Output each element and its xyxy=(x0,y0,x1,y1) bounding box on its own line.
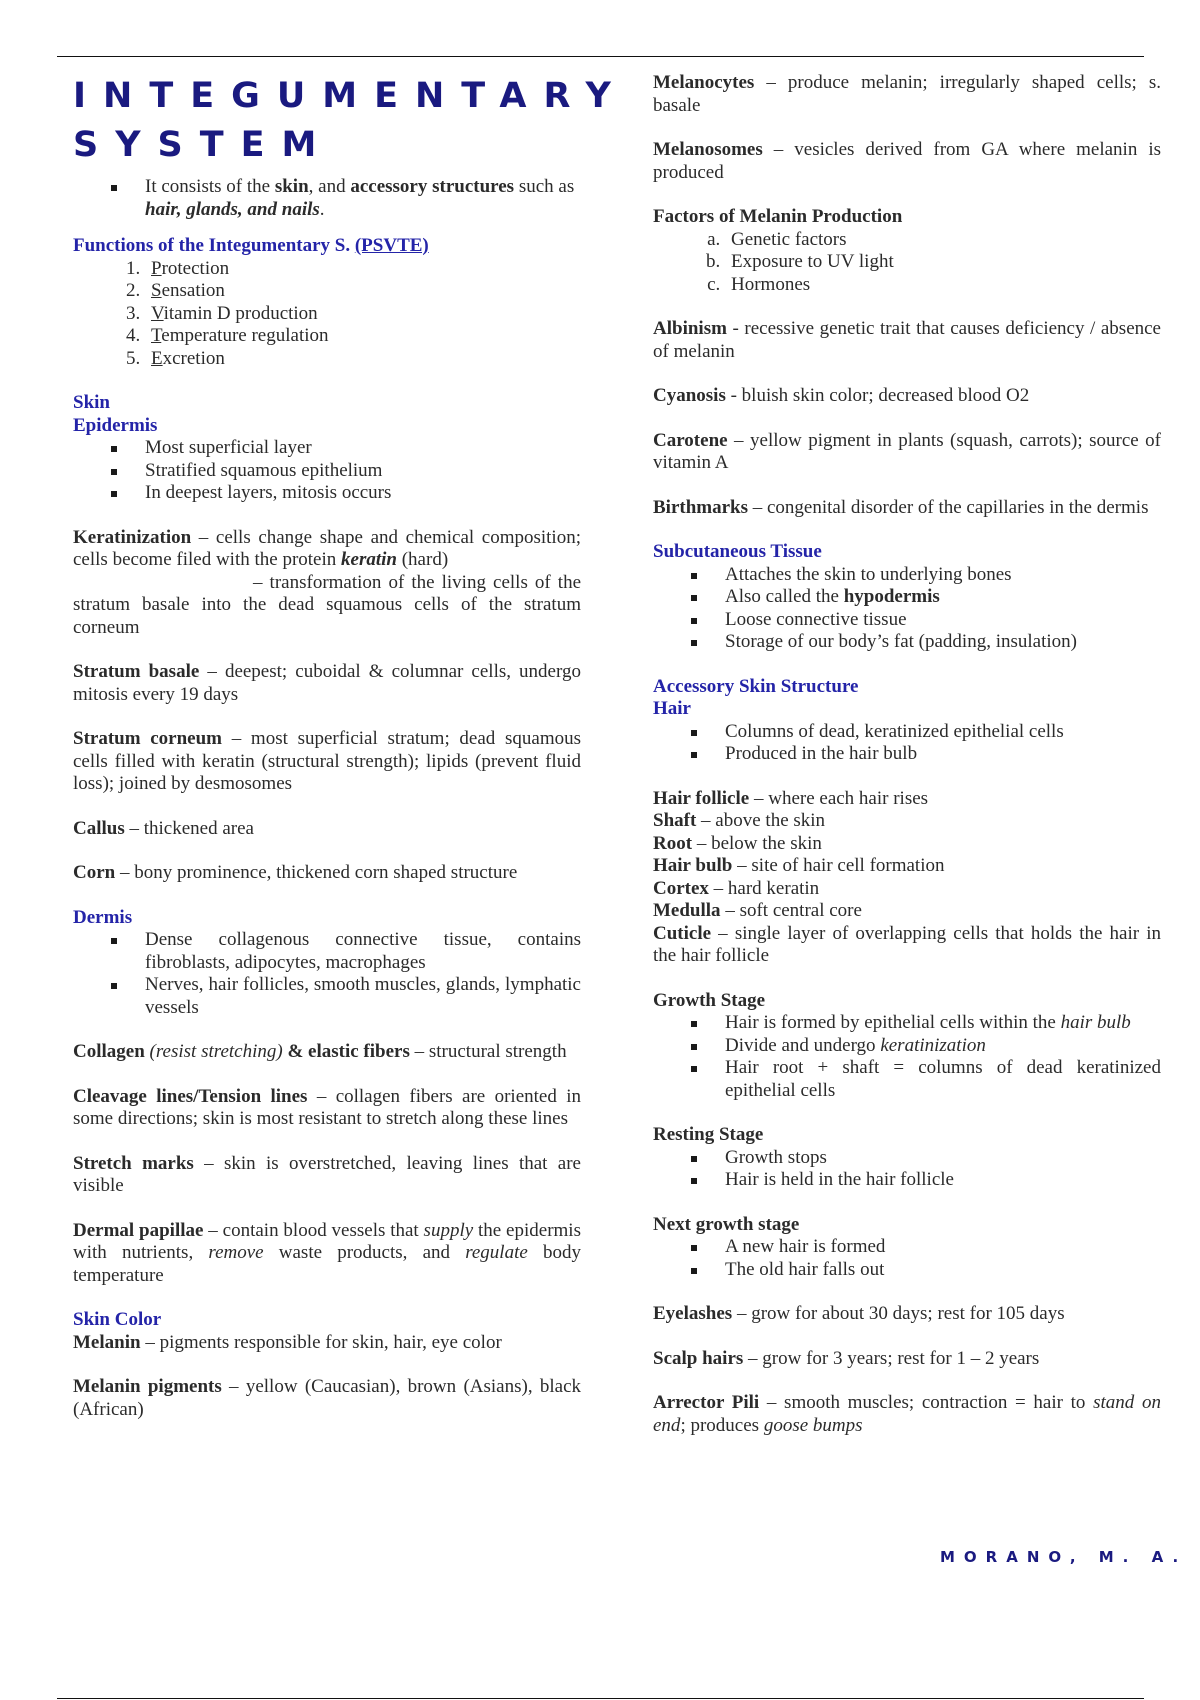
list-item: Stratified squamous epithelium xyxy=(145,460,581,483)
list-item: 5. Excretion xyxy=(145,348,581,371)
skin-color-heading: Skin Color xyxy=(73,1309,162,1330)
hair-heading: Hair xyxy=(653,698,691,719)
list-item: Hair is held in the hair follicle xyxy=(725,1169,1161,1192)
top-rule xyxy=(57,56,1144,57)
subcutaneous-heading: Subcutaneous Tissue xyxy=(653,541,822,562)
stretch-marks-definition: Stretch marks – skin is overstretched, leaving lines that are visible xyxy=(73,1152,581,1196)
list-item: Storage of our body’s fat (padding, insulation) xyxy=(725,631,1161,654)
scalp-hairs-definition: Scalp hairs – grow for 3 years; rest for 1 – 2 years xyxy=(653,1347,1040,1369)
functions-list xyxy=(73,258,581,371)
corn-definition: Corn – bony prominence, thickened corn shaped structure xyxy=(73,862,518,883)
list-item: It consists of the skin, and accessory structures such as hair, glands, and nails. xyxy=(145,176,581,221)
list-item: a. Genetic factors xyxy=(725,229,1161,252)
accessory-heading: Accessory Skin Structure xyxy=(653,675,859,697)
list-item: Hair is formed by epithelial cells within the hair bulb xyxy=(725,1012,1161,1035)
hair-part-shaft: Shaft – above the skin xyxy=(653,810,826,831)
hair-part-cortex: Cortex – hard keratin xyxy=(653,877,820,899)
next-growth-heading: Next growth stage xyxy=(653,1213,800,1235)
stratum-basale-definition: Stratum basale – deepest; cuboidal & columnar cells, undergo mitosis every 19 days xyxy=(73,661,581,705)
list-item: A new hair is formed xyxy=(725,1236,1161,1259)
list-item: Divide and undergo keratinization xyxy=(725,1035,1161,1058)
skin-heading: Skin xyxy=(73,392,110,413)
resting-stage-list xyxy=(653,1147,1161,1192)
page-title: INTEGUMENTARY SYSTEM xyxy=(73,76,628,165)
list-item: 2. Sensation xyxy=(145,280,581,303)
cleavage-lines-definition: Cleavage lines/Tension lines – collagen fibers are oriented in some directions; skin is most resistant to stretch along these lines xyxy=(73,1085,581,1129)
growth-stage-list xyxy=(653,1012,1161,1102)
dermis-list xyxy=(73,929,581,1019)
list-item: b. Exposure to UV light xyxy=(725,251,1161,274)
resting-stage-heading: Resting Stage xyxy=(653,1124,764,1145)
dermis-heading: Dermis xyxy=(73,906,133,928)
next-growth-list xyxy=(653,1236,1161,1281)
callus-definition: Callus – thickened area xyxy=(73,817,254,839)
right-column xyxy=(653,72,1161,1437)
hair-part-root: Root – below the skin xyxy=(653,832,822,854)
list-item: In deepest layers, mitosis occurs xyxy=(145,482,581,505)
hair-list xyxy=(653,721,1161,766)
melanin-pigments-definition: Melanin pigments – yellow (Caucasian), brown (Asians), black (African) xyxy=(73,1376,582,1420)
melanocytes-definition: Melanocytes – produce melanin; irregularly shaped cells; s. basale xyxy=(653,72,1161,116)
cyanosis-definition: Cyanosis - bluish skin color; decreased blood O2 xyxy=(653,385,1030,406)
melanin-definition: Melanin – pigments responsible for skin, hair, eye color xyxy=(73,1331,502,1353)
carotene-definition: Carotene – yellow pigment in plants (squash, carrots); source of vitamin A xyxy=(653,429,1161,473)
hair-part-cuticle: Cuticle – single layer of overlapping cells that holds the hair in the hair follicle xyxy=(653,922,1161,966)
list-item: Columns of dead, keratinized epithelial cells xyxy=(725,721,1161,744)
stratum-corneum-definition: Stratum corneum – most superficial stratum; dead squamous cells filled with keratin (structural strength); lipids (prevent fluid loss); joined by desmosomes xyxy=(73,728,581,794)
hair-parts xyxy=(653,788,1161,968)
hair-part-medulla: Medulla – soft central core xyxy=(653,900,862,921)
melanin-factors-list xyxy=(653,229,1161,297)
list-item: Most superficial layer xyxy=(145,437,581,460)
bottom-rule xyxy=(57,1698,1144,1699)
growth-stage-heading: Growth Stage xyxy=(653,989,766,1011)
list-item: Attaches the skin to underlying bones xyxy=(725,564,1161,587)
collagen-definition: Collagen (resist stretching) & elastic fibers – structural strength xyxy=(73,1041,567,1062)
list-item: 1. Protection xyxy=(145,258,581,281)
list-item: Dense collagenous connective tissue, contains fibroblasts, adipocytes, macrophages xyxy=(145,929,581,973)
keratinization-transformation: – transformation of the living cells of the stratum basale into the dead squamous cells of the stratum corneum xyxy=(73,571,581,638)
keratinization-definition: Keratinization – cells change shape and chemical composition; cells become filed with the protein keratin (hard) xyxy=(73,526,581,570)
list-item: Produced in the hair bulb xyxy=(725,743,1161,766)
list-item: 4. Temperature regulation xyxy=(145,325,581,348)
list-item: Nerves, hair follicles, smooth muscles, glands, lymphatic vessels xyxy=(145,974,581,1018)
epidermis-list xyxy=(73,437,581,505)
eyelashes-definition: Eyelashes – grow for about 30 days; rest for 105 days xyxy=(653,1303,1065,1324)
epidermis-heading: Epidermis xyxy=(73,414,158,436)
subcutaneous-list xyxy=(653,564,1161,654)
hair-part-bulb: Hair bulb – site of hair cell formation xyxy=(653,855,945,876)
melanin-factors-heading: Factors of Melanin Production xyxy=(653,206,903,227)
left-column xyxy=(73,72,628,1421)
albinism-definition: Albinism - recessive genetic trait that causes deficiency / absence of melanin xyxy=(653,318,1161,362)
list-item: c. Hormones xyxy=(725,274,1161,297)
list-item: The old hair falls out xyxy=(725,1259,1161,1282)
intro-list xyxy=(73,176,581,221)
list-item: Hair root + shaft = columns of dead keratinized epithelial cells xyxy=(725,1057,1161,1101)
arrector-pili-definition: Arrector Pili – smooth muscles; contraction = hair to stand on end; produces goose bumps xyxy=(653,1392,1161,1436)
melanosomes-definition: Melanosomes – vesicles derived from GA where melanin is produced xyxy=(653,139,1161,183)
birthmarks-definition: Birthmarks – congenital disorder of the capillaries in the dermis xyxy=(653,496,1149,518)
list-item: Also called the hypodermis xyxy=(725,586,1161,609)
list-item: Growth stops xyxy=(725,1147,1161,1170)
dermal-papillae-definition: Dermal papillae – contain blood vessels that supply the epidermis with nutrients, remove waste products, and regulate body temperature xyxy=(73,1219,581,1286)
author-footer: MORANO, M. A. xyxy=(940,1548,1188,1566)
list-item: 3. Vitamin D production xyxy=(145,303,581,326)
hair-part-follicle: Hair follicle – where each hair rises xyxy=(653,787,929,809)
functions-heading: Functions of the Integumentary S. (PSVTE) xyxy=(73,235,429,256)
list-item: Loose connective tissue xyxy=(725,609,1161,632)
